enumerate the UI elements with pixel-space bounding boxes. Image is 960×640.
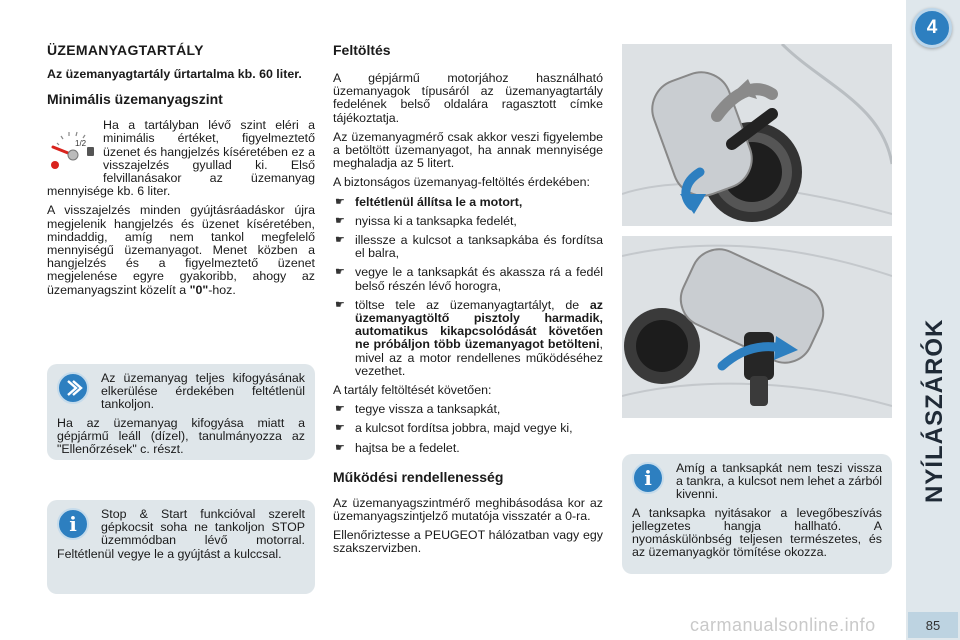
fill-heading: Feltöltés	[333, 42, 391, 58]
gauge-half-label: 1/2	[75, 139, 87, 149]
list-item: ☛ hajtsa be a fedelet.	[335, 440, 460, 455]
list-item: ☛ feltétlenül állítsa le a motort,	[335, 194, 523, 209]
note-stop-start	[47, 500, 315, 594]
note-empty-tank	[47, 364, 315, 460]
hand-pointer-icon: ☛	[335, 403, 345, 416]
list-item: ☛ illessze a kulcsot a tanksapkába és fordítsa el balra,	[335, 233, 603, 261]
note-stop-p1: Stop & Start funkcióval szerelt gépkocsit soha ne tankoljon STOP üzemmódban lévő motorral. Feltétlenül vegye le a gyújtást a kulccsal.	[57, 507, 305, 561]
fill-p2: Az üzemanyagmérő csak akkor veszi figyelembe a betöltött üzemanyagot, ha annak mennyisége meghaladja az 5 litert.	[333, 129, 603, 171]
tank-capacity: Az üzemanyagtartály űrtartalma kb. 60 liter.	[47, 67, 302, 81]
hand-pointer-icon: ☛	[335, 266, 345, 279]
note-right-p1: Amíg a tanksapkát nem teszi vissza a tankra, a kulcsot nem lehet a zárból kivenni.	[676, 461, 882, 502]
info-icon: i	[632, 462, 664, 494]
min-level-heading: Minimális üzemanyagszint	[47, 91, 223, 108]
section-title: ÜZEMANYAGTARTÁLY	[47, 42, 204, 58]
chapter-title	[921, 423, 951, 503]
chapter-number-badge: 4	[912, 8, 952, 48]
hand-pointer-icon: ☛	[335, 422, 345, 435]
watermark: carmanualsonline.info	[690, 615, 876, 635]
list-item: ☛ töltse tele az üzemanyagtartályt, de az üzemanyagtöltő pisztoly harmadik, automatikus kikapcsolódását követően ne próbáljon több üzemanyagot betölteni, mivel az a motor rendellenes működéséhez vezethet.	[335, 297, 603, 378]
list-item: ☛ nyissa ki a tanksapka fedelét,	[335, 213, 517, 228]
left-column	[47, 42, 315, 303]
list-item: ☛ a kulcsot fordítsa jobbra, majd vegye ki,	[335, 421, 573, 436]
list-item: ☛ tegye vissza a tanksapkát,	[335, 402, 501, 417]
warning-repeat-text: A visszajelzés minden gyújtásráadáskor újra megjelenik hangjelzés és üzenet kíséretében, mindaddig, amíg nem tankol megfelelő mennyiségű üzemanyagot. Menet közben a hangjelzés és a figyelmeztető üzenet megjelenése egyre gyakoribb, ahogy az üzemanyagszint közelít a "0"-hoz.	[47, 203, 315, 297]
fuel-flap-photo	[622, 44, 892, 226]
hand-pointer-icon: ☛	[335, 441, 345, 454]
fault-p1: Az üzemanyagszintmérő meghibásodása kor az üzemanyagszintjelző mutatója visszatér a 0-ra.	[333, 495, 603, 524]
hand-pointer-icon: ☛	[335, 298, 345, 311]
hand-pointer-icon: ☛	[335, 214, 345, 227]
note-right-p2: A tanksapka nyitásakor a levegőbeszívás jellegzetes hangja hallható. A nyomáskülönbség teljesen természetes, és az üzemanyagkör tömítése okozza.	[632, 505, 882, 560]
fuel-cap-photo	[622, 236, 892, 418]
fault-p2: Ellenőriztesse a PEUGEOT hálózatban vagy egy szakszervizben.	[333, 528, 603, 556]
after-fill-text: A tartály feltöltését követően:	[333, 383, 492, 398]
fill-p3: A biztonságos üzemanyag-feltöltés érdekében:	[333, 175, 590, 190]
fuel-gauge-icon	[47, 123, 97, 173]
list-item: ☛ vegye le a tanksapkát és akassza rá a fedél belső részén lévő horogra,	[335, 265, 603, 293]
min-level-text: Ha a tartályban lévő szint eléri a minimális értéket, figyelmeztető üzenet és hangjelzés kíséretében ez a visszajelzés gyullad ki. Első felvillanásakor az üzemanyag mennyisége kb. 6 liter.	[47, 118, 315, 199]
note-cap-key	[622, 454, 892, 574]
chevron-right-icon	[57, 372, 89, 404]
middle-column	[333, 42, 603, 562]
hand-pointer-icon: ☛	[335, 195, 345, 208]
info-icon: i	[57, 508, 89, 540]
page-number: 85	[908, 612, 958, 638]
hand-pointer-icon: ☛	[335, 234, 345, 247]
note-empty-p1: Az üzemanyag teljes kifogyásának elkerülése érdekében feltétlenül tankoljon.	[101, 371, 305, 412]
fault-heading: Működési rendellenesség	[333, 468, 504, 485]
note-empty-p2: Ha az üzemanyag kifogyása miatt a gépjármű leáll (dízel), tanulmányozza az "Ellenőrzések" c. részt.	[57, 415, 305, 457]
fill-p1: A gépjármű motorjához használható üzemanyagok típusáról az üzemanyagtartály fedelének belső oldalára ragasztott címke tájékoztatja.	[333, 71, 603, 125]
